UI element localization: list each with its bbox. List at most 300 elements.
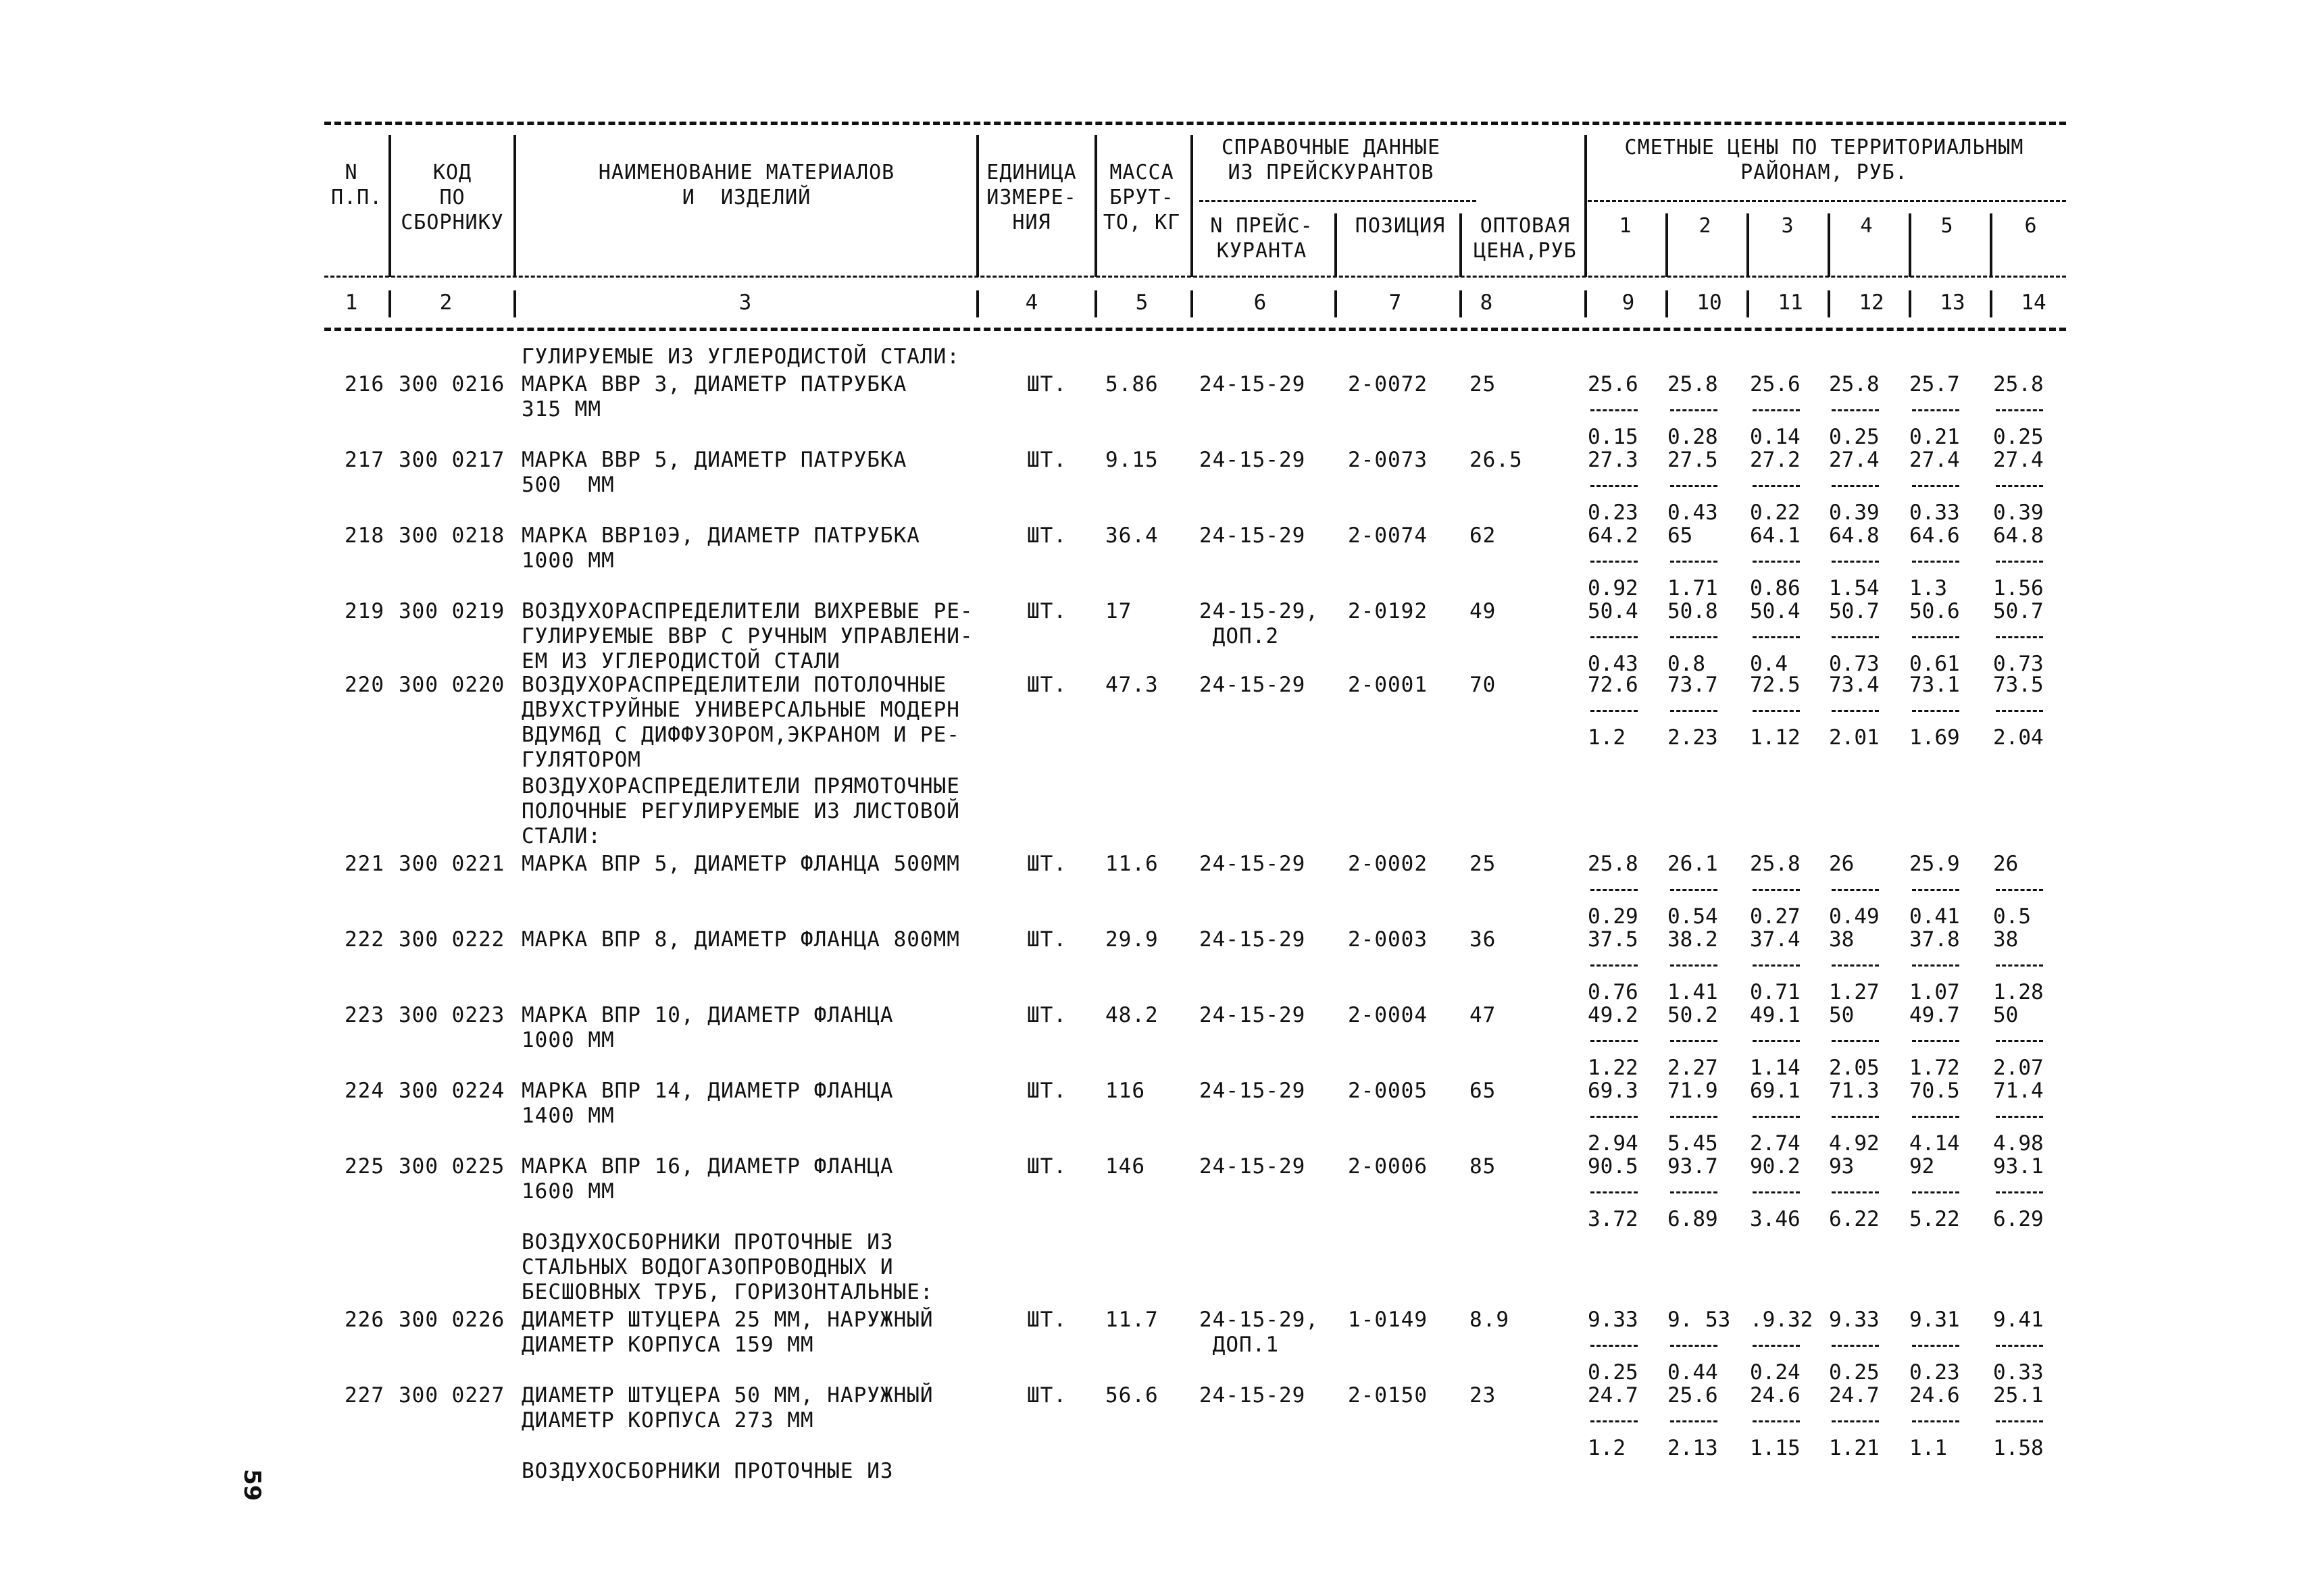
fraction-bar [1753,964,1800,967]
region-price: 72.6 [1588,673,1638,697]
fraction-bar [1912,1191,1959,1193]
fraction-bar [1912,710,1959,712]
row-mass: 116 [1105,1079,1145,1103]
region-price: 27.3 [1588,448,1638,472]
region-price: 50.6 [1909,599,1960,623]
fraction-bar [1912,1345,1959,1347]
row-name: МАРКА ВВР 3, ДИАМЕТР ПАТРУБКА 315 ММ [522,372,907,421]
region-transport-cost: 6.89 [1667,1207,1718,1231]
region-transport-cost: 1.54 [1829,576,1880,600]
fraction-bar [1753,1345,1800,1347]
fraction-bar [1670,1420,1717,1422]
row-mass: 47.3 [1105,673,1159,697]
region-transport-cost: 1.56 [1993,576,2044,600]
header-top-rule [324,122,2066,125]
column-number-7: 7 [1388,290,1402,315]
row-wholesale: 70 [1469,673,1496,697]
region-price: 50 [1993,1003,2019,1027]
fraction-bar [1753,1191,1800,1193]
row-unit: ШТ. [1027,1154,1067,1179]
row-unit: ШТ. [1027,599,1067,623]
region-transport-cost: 2.01 [1829,725,1880,750]
region-price: 49.2 [1588,1003,1638,1027]
colnum-separator [513,290,516,317]
region-transport-cost: 0.8 [1667,652,1705,676]
region-price: 49.7 [1909,1003,1960,1027]
region-price: 25.6 [1667,1383,1718,1408]
header-ref-group: СПРАВОЧНЫЕ ДАННЫЕ ИЗ ПРЕЙСКУРАНТОВ [1221,136,1441,184]
region-transport-cost: 1.2 [1588,1436,1626,1460]
row-wholesale: 8.9 [1469,1308,1509,1332]
header-col-number: N П.П. [331,161,383,209]
header-separator [1909,213,1911,277]
header-sub-divider [324,276,2066,278]
region-transport-cost: 3.72 [1588,1207,1638,1231]
row-name: ДИАМЕТР ШТУЦЕРА 50 ММ, НАРУЖНЫЙ ДИАМЕТР КОРПУСА 273 ММ [522,1383,934,1433]
region-transport-cost: 6.22 [1829,1207,1880,1231]
fraction-bar [1912,1420,1959,1422]
row-position: 1-0149 [1348,1308,1428,1332]
fraction-bar [1832,710,1879,712]
header-separator [976,135,979,277]
region-transport-cost: 1.1 [1909,1436,1947,1460]
row-unit: ШТ. [1027,1079,1067,1103]
fraction-bar [1590,710,1638,712]
row-name: МАРКА ВПР 8, ДИАМЕТР ФЛАНЦА 800ММ [522,927,960,952]
row-unit: ШТ. [1027,927,1067,952]
fraction-bar [1996,1345,2043,1347]
fraction-bar [1996,710,2043,712]
column-number-8: 8 [1480,290,1493,315]
row-name: МАРКА ВПР 14, ДИАМЕТР ФЛАНЦА 1400 ММ [522,1079,894,1128]
row-unit: ШТ. [1027,448,1067,472]
row-mass: 56.6 [1105,1383,1159,1408]
region-transport-cost: 4.14 [1909,1131,1960,1156]
row-price-list: 24-15-29 [1199,852,1306,876]
row-price-list: 24-15-29 [1199,1154,1306,1179]
region-price: 25.8 [1667,372,1718,396]
fraction-bar [1670,409,1717,411]
column-number-11: 11 [1778,290,1803,315]
region-transport-cost: 3.46 [1750,1207,1801,1231]
row-wholesale: 23 [1469,1383,1496,1408]
region-transport-cost: 0.92 [1588,576,1638,600]
fraction-bar [1753,561,1800,563]
row-price-list: 24-15-29 [1199,673,1306,697]
fraction-bar [1996,561,2043,563]
row-wholesale: 62 [1469,523,1496,548]
row-code: 300 0221 [399,852,505,876]
colnum-separator [1095,290,1097,317]
column-number-14: 14 [2021,290,2046,315]
row-number: 219 [345,599,384,623]
region-transport-cost: 0.15 [1588,425,1638,449]
region-price: 27.2 [1750,448,1801,472]
fraction-bar [1753,409,1800,411]
fraction-bar [1590,1345,1638,1347]
fraction-bar [1832,1191,1879,1193]
row-unit: ШТ. [1027,852,1067,876]
header-ref-divider [1199,200,1476,202]
header-col-name: НАИМЕНОВАНИЕ МАТЕРИАЛОВ И ИЗДЕЛИЙ [598,161,895,209]
region-transport-cost: 1.28 [1993,980,2044,1004]
colnum-separator [1746,290,1749,317]
region-transport-cost: 1.07 [1909,980,1960,1004]
region-transport-cost: 0.43 [1667,500,1718,525]
region-price: 25.8 [1588,852,1638,876]
row-position: 2-0073 [1348,448,1428,472]
header-separator [388,135,391,277]
region-price: 25.8 [1750,852,1801,876]
region-price: 38 [1993,927,2019,952]
region-transport-cost: 0.73 [1829,652,1880,676]
region-price: 93.1 [1993,1154,2044,1179]
row-unit: ШТ. [1027,372,1067,396]
fraction-bar [1996,636,2043,638]
section-heading: ВОЗДУХОСБОРНИКИ ПРОТОЧНЫЕ ИЗ СТАЛЬНЫХ ВОДОГАЗОПРОВОДНЫХ И БЕСШОВНЫХ ТРУБ, ГОРИЗОНТАЛЬНЫЕ: [522,1230,934,1304]
region-price: 50 [1829,1003,1855,1027]
header-region-1: 1 [1619,214,1632,238]
region-price: 64.6 [1909,523,1960,548]
fraction-bar [1590,1191,1638,1193]
column-number-12: 12 [1859,290,1884,315]
fraction-bar [1590,1040,1638,1042]
header-col-mass: МАССА БРУТ- ТО, КГ [1103,161,1181,234]
fraction-bar [1996,964,2043,967]
region-transport-cost: 1.58 [1993,1436,2044,1460]
region-price: 25.6 [1750,372,1801,396]
region-transport-cost: 0.22 [1750,500,1801,525]
row-position: 2-0005 [1348,1079,1428,1103]
row-number: 217 [345,448,384,472]
fraction-bar [1832,889,1879,891]
region-transport-cost: 1.72 [1909,1056,1960,1080]
region-price: 73.4 [1829,673,1880,697]
header-region-3: 3 [1781,214,1794,238]
region-price: 73.5 [1993,673,2044,697]
fraction-bar [1832,1345,1879,1347]
section-heading: ГУЛИРУЕМЫЕ ИЗ УГЛЕРОДИСТОЙ СТАЛИ: [522,344,960,369]
region-price: 9.41 [1993,1308,2044,1332]
fraction-bar [1590,561,1638,563]
fraction-bar [1912,561,1959,563]
region-transport-cost: 0.25 [1993,425,2044,449]
row-position: 2-0006 [1348,1154,1428,1179]
colnum-separator [1909,290,1911,317]
region-transport-cost: 0.23 [1909,1360,1960,1385]
region-transport-cost: 0.86 [1750,576,1801,600]
region-price: 25.7 [1909,372,1960,396]
fraction-bar [1670,1116,1717,1118]
region-transport-cost: 2.27 [1667,1056,1718,1080]
row-code: 300 0227 [399,1383,505,1408]
region-price: 37.8 [1909,927,1960,952]
column-number-3: 3 [738,290,752,315]
region-price: 50.4 [1750,599,1801,623]
header-separator [1334,213,1337,277]
row-position: 2-0150 [1348,1383,1428,1408]
region-transport-cost: 1.22 [1588,1056,1638,1080]
row-unit: ШТ. [1027,1003,1067,1027]
row-name: МАРКА ВВР10Э, ДИАМЕТР ПАТРУБКА 1000 ММ [522,523,920,573]
region-transport-cost: 0.44 [1667,1360,1718,1385]
row-number: 221 [345,852,384,876]
header-separator [1584,135,1587,277]
region-price: 69.3 [1588,1079,1638,1103]
region-transport-cost: 0.71 [1750,980,1801,1004]
fraction-bar [1753,1116,1800,1118]
region-transport-cost: 2.04 [1993,725,2044,750]
region-price: 9.33 [1588,1308,1638,1332]
row-wholesale: 65 [1469,1079,1496,1103]
fraction-bar [1996,1116,2043,1118]
header-separator [1095,135,1097,277]
row-name: ДИАМЕТР ШТУЦЕРА 25 ММ, НАРУЖНЫЙ ДИАМЕТР КОРПУСА 159 ММ [522,1308,934,1357]
row-unit: ШТ. [1027,1308,1067,1332]
row-number: 222 [345,927,384,952]
header-price-group: СМЕТНЫЕ ЦЕНЫ ПО ТЕРРИТОРИАЛЬНЫМ РАЙОНАМ, РУБ. [1624,136,2024,184]
fraction-bar [1996,485,2043,487]
row-wholesale: 49 [1469,599,1496,623]
row-name: МАРКА ВВР 5, ДИАМЕТР ПАТРУБКА 500 ММ [522,448,907,497]
header-separator [513,135,516,277]
column-number-13: 13 [1940,290,1965,315]
fraction-bar [1753,1040,1800,1042]
region-transport-cost: 2.74 [1750,1131,1801,1156]
fraction-bar [1590,964,1638,967]
row-code: 300 0217 [399,448,505,472]
region-price: .9.32 [1750,1308,1813,1332]
fraction-bar [1832,409,1879,411]
region-price: 26 [1829,852,1855,876]
row-position: 2-0192 [1348,599,1428,623]
row-unit: ШТ. [1027,523,1067,548]
row-number: 227 [345,1383,384,1408]
row-price-list: 24-15-29 [1199,448,1306,472]
row-position: 2-0003 [1348,927,1428,952]
fraction-bar [1670,964,1717,967]
row-code: 300 0222 [399,927,505,952]
fraction-bar [1670,561,1717,563]
column-number-6: 6 [1253,290,1267,315]
region-transport-cost: 2.94 [1588,1131,1638,1156]
header-region-6: 6 [2024,214,2038,238]
region-price: 25.8 [1829,372,1880,396]
colnum-separator [1190,290,1193,317]
fraction-bar [1670,710,1717,712]
region-transport-cost: 0.4 [1750,652,1788,676]
region-transport-cost: 2.07 [1993,1056,2044,1080]
region-price: 24.7 [1829,1383,1880,1408]
row-code: 300 0216 [399,372,505,396]
row-price-list: 24-15-29, ДОП.1 [1199,1308,1319,1357]
region-price: 38.2 [1667,927,1718,952]
fraction-bar [1670,485,1717,487]
region-transport-cost: 6.29 [1993,1207,2044,1231]
fraction-bar [1832,561,1879,563]
region-transport-cost: 0.28 [1667,425,1718,449]
fraction-bar [1996,409,2043,411]
header-col-wholesale: ОПТОВАЯ ЦЕНА,РУБ [1474,214,1577,263]
region-transport-cost: 0.54 [1667,904,1718,929]
row-mass: 29.9 [1105,927,1159,952]
colnum-separator [1990,290,1992,317]
region-price: 64.8 [1829,523,1880,548]
fraction-bar [1670,1345,1717,1347]
row-mass: 48.2 [1105,1003,1159,1027]
row-code: 300 0226 [399,1308,505,1332]
fraction-bar [1753,889,1800,891]
fraction-bar [1912,485,1959,487]
header-price-divider [1588,200,2066,202]
region-transport-cost: 0.25 [1829,425,1880,449]
region-price: 64.1 [1750,523,1801,548]
region-transport-cost: 5.22 [1909,1207,1960,1231]
region-price: 64.8 [1993,523,2044,548]
row-price-list: 24-15-29 [1199,927,1306,952]
colnum-separator [976,290,979,317]
fraction-bar [1753,636,1800,638]
column-number-4: 4 [1025,290,1038,315]
region-price: 25.1 [1993,1383,2044,1408]
fraction-bar [1832,485,1879,487]
colnum-separator [1828,290,1830,317]
region-price: 9. 53 [1667,1308,1731,1332]
region-price: 92 [1909,1154,1935,1179]
region-price: 24.6 [1909,1383,1960,1408]
region-transport-cost: 0.24 [1750,1360,1801,1385]
row-price-list: 24-15-29 [1199,1383,1306,1408]
row-wholesale: 25 [1469,372,1496,396]
region-transport-cost: 0.49 [1829,904,1880,929]
header-col-code: КОД ПО СБОРНИКУ [401,161,504,234]
region-transport-cost: 2.05 [1829,1056,1880,1080]
region-transport-cost: 0.43 [1588,652,1638,676]
header-separator [1746,213,1749,277]
header-col-price-list: N ПРЕЙС- КУРАНТА [1210,214,1313,263]
region-price: 24.7 [1588,1383,1638,1408]
fraction-bar [1996,1040,2043,1042]
region-price: 50.4 [1588,599,1638,623]
region-transport-cost: 0.21 [1909,425,1960,449]
row-price-list: 24-15-29 [1199,372,1306,396]
region-transport-cost: 1.12 [1750,725,1801,750]
region-price: 50.8 [1667,599,1718,623]
fraction-bar [1912,636,1959,638]
row-mass: 5.86 [1105,372,1159,396]
region-transport-cost: 4.98 [1993,1131,2044,1156]
region-transport-cost: 2.13 [1667,1436,1718,1460]
row-name: ВОЗДУХОРАСПРЕДЕЛИТЕЛИ ПОТОЛОЧНЫЕ ДВУХСТРУЙНЫЕ УНИВЕРСАЛЬНЫЕ МОДЕРН ВДУМ6Д С ДИФФУЗОРОМ,ЭКРАНОМ И РЕ- ГУЛЯТОРОМ [522,673,960,772]
row-number: 225 [345,1154,384,1179]
row-mass: 11.6 [1105,852,1159,876]
row-mass: 9.15 [1105,448,1159,472]
header-separator [1459,213,1462,277]
column-number-5: 5 [1135,290,1149,315]
region-price: 26 [1993,852,2019,876]
section-heading: ВОЗДУХОРАСПРЕДЕЛИТЕЛИ ПРЯМОТОЧНЫЕ ПОЛОЧНЫЕ РЕГУЛИРУЕМЫЕ ИЗ ЛИСТОВОЙ СТАЛИ: [522,774,960,848]
header-separator [1190,135,1193,277]
fraction-bar [1753,1420,1800,1422]
row-number: 224 [345,1079,384,1103]
fraction-bar [1912,1040,1959,1042]
colnum-separator [1334,290,1337,317]
row-name: МАРКА ВПР 16, ДИАМЕТР ФЛАНЦА 1600 ММ [522,1154,894,1204]
row-price-list: 24-15-29 [1199,1003,1306,1027]
region-price: 73.1 [1909,673,1960,697]
region-price: 27.4 [1829,448,1880,472]
fraction-bar [1996,1191,2043,1193]
row-mass: 36.4 [1105,523,1159,548]
region-price: 93.7 [1667,1154,1718,1179]
row-wholesale: 25 [1469,852,1496,876]
region-transport-cost: 0.39 [1993,500,2044,525]
header-col-position: ПОЗИЦИЯ [1355,214,1446,238]
region-price: 69.1 [1750,1079,1801,1103]
region-transport-cost: 0.33 [1909,500,1960,525]
region-transport-cost: 5.45 [1667,1131,1718,1156]
row-position: 2-0004 [1348,1003,1428,1027]
fraction-bar [1670,1191,1717,1193]
region-transport-cost: 2.23 [1667,725,1718,750]
row-name: МАРКА ВПР 5, ДИАМЕТР ФЛАНЦА 500ММ [522,852,960,876]
region-price: 90.2 [1750,1154,1801,1179]
row-number: 223 [345,1003,384,1027]
region-transport-cost: 0.76 [1588,980,1638,1004]
region-price: 37.4 [1750,927,1801,952]
row-mass: 11.7 [1105,1308,1159,1332]
fraction-bar [1753,710,1800,712]
fraction-bar [1753,485,1800,487]
row-code: 300 0219 [399,599,505,623]
region-price: 71.9 [1667,1079,1718,1103]
region-transport-cost: 0.25 [1829,1360,1880,1385]
region-price: 38 [1829,927,1855,952]
row-position: 2-0074 [1348,523,1428,548]
row-code: 300 0224 [399,1079,505,1103]
row-name: МАРКА ВПР 10, ДИАМЕТР ФЛАНЦА 1000 ММ [522,1003,894,1052]
region-transport-cost: 4.92 [1829,1131,1880,1156]
region-transport-cost: 0.39 [1829,500,1880,525]
fraction-bar [1590,485,1638,487]
region-transport-cost: 0.25 [1588,1360,1638,1385]
region-price: 90.5 [1588,1154,1638,1179]
region-price: 50.7 [1993,599,2044,623]
header-separator [1990,213,1992,277]
row-name: ВОЗДУХОРАСПРЕДЕЛИТЕЛИ ВИХРЕВЫЕ РЕ- ГУЛИРУЕМЫЕ ВВР С РУЧНЫМ УПРАВЛЕНИ- ЕМ ИЗ УГЛЕРОДИСТОЙ СТАЛИ [522,599,974,673]
fraction-bar [1590,1116,1638,1118]
region-transport-cost: 1.69 [1909,725,1960,750]
header-region-4: 4 [1860,214,1873,238]
row-unit: ШТ. [1027,673,1067,697]
region-price: 50.7 [1829,599,1880,623]
row-position: 2-0001 [1348,673,1428,697]
row-code: 300 0223 [399,1003,505,1027]
column-number-10: 10 [1696,290,1722,315]
region-price: 26.1 [1667,852,1718,876]
region-transport-cost: 1.3 [1909,576,1947,600]
column-number-2: 2 [439,290,453,315]
region-price: 73.7 [1667,673,1718,697]
region-transport-cost: 0.73 [1993,652,2044,676]
fraction-bar [1590,1420,1638,1422]
fraction-bar [1832,636,1879,638]
row-code: 300 0220 [399,673,505,697]
row-price-list: 24-15-29, ДОП.2 [1199,599,1319,648]
section-heading: ВОЗДУХОСБОРНИКИ ПРОТОЧНЫЕ ИЗ [522,1459,894,1483]
region-transport-cost: 1.27 [1829,980,1880,1004]
row-unit: ШТ. [1027,1383,1067,1408]
